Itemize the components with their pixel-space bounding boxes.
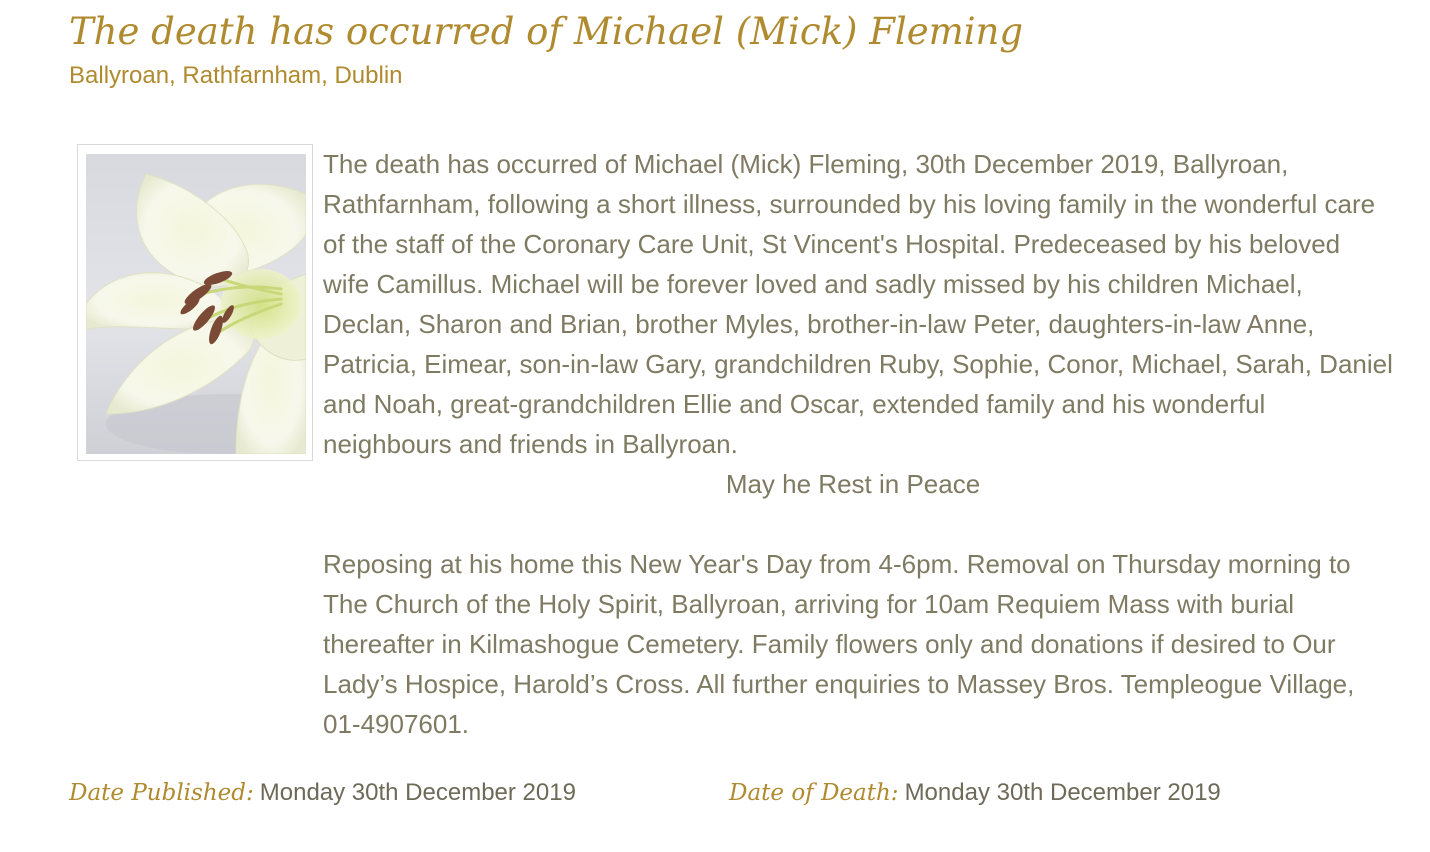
date-published-value: Monday 30th December 2019 <box>259 779 576 806</box>
notice-paragraph-1: The death has occurred of Michael (Mick) Fleming, 30th December 2019, Ballyroan, Rathfarnham, following a short illness, surrounded by his loving family in the wonderful care of the staff of the Coronary Care Unit, St Vincent's Hospital. Predeceased by his beloved wife Camillus. Michael will be forever loved and sadly missed by his children Michael, Declan, Sharon and Brian, brother Myles, brother-in-law Peter, daughters-in-law Anne, Patricia, Eimear, son-in-law Gary, grandchildren Ruby, Sophie, Conor, Michael, Sarah, Daniel and Noah, great-grandchildren Ellie and Oscar, extended family and his wonderful neighbours and friends in Ballyroan. <box>323 149 1393 459</box>
notice-body <box>323 144 1393 744</box>
date-of-death-value: Monday 30th December 2019 <box>904 779 1221 806</box>
date-published-label: Date Published: <box>69 780 254 806</box>
location-subtitle: Ballyroan, Rathfarnham, Dublin <box>69 62 403 89</box>
date-published <box>69 775 576 811</box>
white-lily-icon <box>86 154 306 454</box>
photo-frame <box>77 144 313 461</box>
paragraph-spacer <box>323 504 1393 544</box>
date-of-death <box>729 775 1221 811</box>
notice-paragraph-2: Reposing at his home this New Year's Day from 4-6pm. Removal on Thursday morning to The Church of the Holy Spirit, Ballyroan, arriving for 10am Requiem Mass with burial thereafter in Kilmashogue Cemetery. Family flowers only and donations if desired to Our Lady’s Hospice, Harold’s Cross. All further enquiries to Massey Bros. Templeogue Village, 01-4907601. <box>323 549 1355 739</box>
page-title: The death has occurred of Michael (Mick) Fleming <box>69 10 1024 53</box>
rest-in-peace-line: May he Rest in Peace <box>725 469 981 499</box>
date-of-death-label: Date of Death: <box>729 780 899 806</box>
notice-header <box>69 0 1399 91</box>
